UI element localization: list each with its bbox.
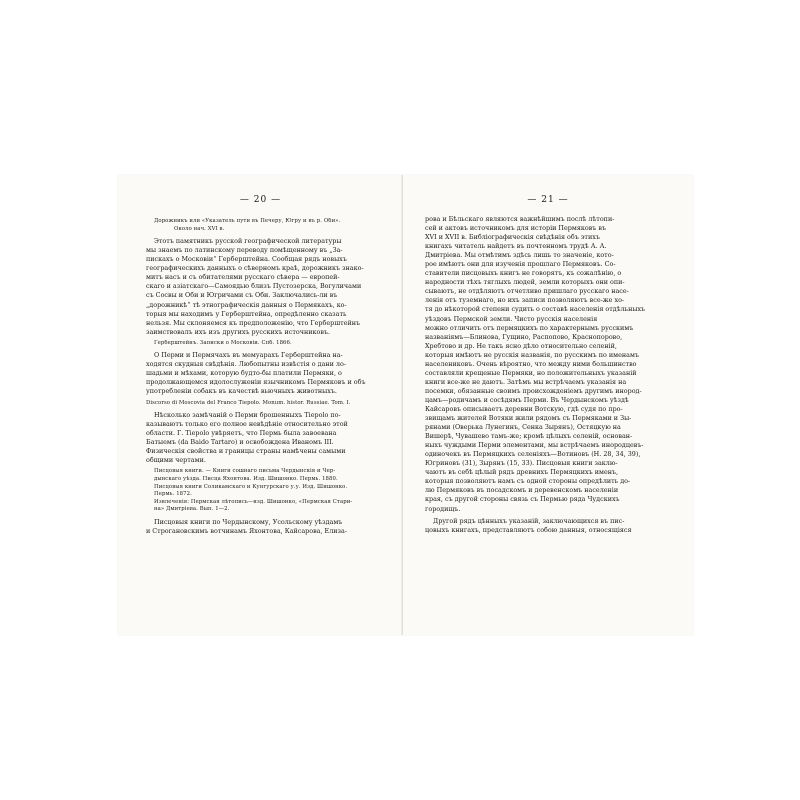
text-column: [425, 215, 669, 538]
left-page: [118, 175, 403, 635]
paragraph: Этотъ памятникъ русской географической литературы мы знаемъ по латинскому переводу помѣщенному въ „За- пискахъ о Московіи“ Герберштейна. Сообщая рядъ новыхъ географическихъ данныхъ о сѣверномъ краѣ, дорожникъ знако- митъ насъ и съ обитателями русскаго сѣвера — европей- скаго и азіатскаго—Самоядью близъ Пустозерска, Вогуличами съ Сосвы и Оби и Югричами съ Оби. Заключались-ли въ „дорожникѣ“ тѣ этнографическія данныя о Пермякахъ, ко- торыя мы находимъ у Герберштейна, опредѣленно сказать нельзя. Мы склоняемся къ предположенію, что Герберштейнъ заимствовалъ ихъ изъ другихъ русскихъ источниковъ.: [146, 237, 364, 336]
page-number: — 21 —: [527, 195, 569, 205]
paragraph: Нѣсколько замѣчаній о Перми брошенныхъ Tiepolo по- казываютъ только его полное невѣдѣніе относительно этой области. Г. Tiepolo увѣряетъ, что Пермь была завоевана Батыемъ (da Baido Tartaro) и освобождена Иваномъ III. Физическія свойства и границы страны намѣчены самыми общими чертами.: [146, 411, 348, 465]
source-citation: Герберштейнъ. Записки о Московіи. Спб. 1866.: [154, 339, 292, 346]
paragraph: Другой рядъ цѣнныхъ указаній, заключающихся въ пис- цовыхъ книгахъ, представляютъ собою данныя, относящіяся: [425, 516, 632, 534]
text-column: [146, 215, 378, 539]
source-citation: Дорожникъ или «Указатель пути въ Печеру, Югру и въ р. Оби». Около нач. XVI в.: [154, 218, 341, 232]
page-number: — 20 —: [239, 195, 282, 205]
right-page: [403, 175, 693, 635]
paragraph: Писцовыя книги по Чердынскому, Усольскому уѣздамъ и Строгановскимъ вотчинамъ Яхонтова, Кайсарова, Елиза-: [146, 517, 347, 536]
paragraph: О Перми и Пермячахъ въ мемуарахъ Герберштейна на- ходятся скудныя свѣдѣнія. Любопытны извѣстія о дани ло- шадьми и мѣхами, которую будто-бы платили Пермяки, о продолжающемся идолослуженіи язычникомъ Пермяковъ и объ употребленіи собакъ въ качествѣ вьючныхъ животныхъ.: [146, 351, 366, 396]
source-citation: Discorso di Moscovia del Franco Tiepolo. Monum. histor. Russiae. Tom. I.: [146, 399, 351, 406]
paragraph: рова и Бѣльскаго являются важнѣйшимъ послѣ лѣтопи- сей и актовъ источникомъ для исторіи Пермяковъ въ XVI и XVII в. Библіографическія свѣдѣнія объ этихъ книгахъ читатель найдетъ въ почтенномъ трудѣ А. А. Дмитріева. Мы отмѣтимъ здѣсь лишь то значеніе, кото- рое имѣютъ они для изученія прошлаго Пермяковъ. Со- ставители писцовыхъ книгъ не говорятъ, къ сожалѣнію, о народности тѣхъ тяглыхъ людей, земли которыхъ они опи- сываютъ, не отдѣляютъ отчетливо пришлаго русскаго насе- ленія отъ туземнаго, но ихъ записи позволяютъ все-же хо- тя до нѣкоторой степени судить о составѣ населенія отдѣльныхъ уѣздовъ Пермской земли. Чисто русскія населенія можно отличить отъ пермяцкихъ по характернымъ русскимъ названіямъ—Блинова, Гущино, Распопово, Краснопорово, Хребтово и др. Не такъ ясно дѣло относительно селеній, которыя имѣютъ не русскія названія, по русскимъ по именамъ населениковъ. Очень вѣроятно, что между ними большинство составляли крещеные Пермяки, но положительныхъ указаній книги все-же не даютъ. Затѣмъ мы встрѣчаемъ указанія на посемки, обязанные своимъ происхожденіемъ другимъ инород- цамъ—родичамъ и сосѣдямъ Перми. Въ Чердынскомъ уѣздѣ Кайсаровъ описываетъ деревни Вотскую, гдѣ судя по про- звищамъ жителей Вотяки жили рядомъ съ Пермяками и Зы- рянами (Оверька Лунегинъ, Сенка Зырянъ), Остяцкую на Вишерѣ, Чувашево тамъ-же; кромѣ цѣлыхъ селеній, основан- ныхъ чуждыми Перми элементами, мы встрѣчаемъ инородцевъ- одиночекъ въ Пермяцкихъ селеніяхъ—Вотиновъ (Н. 28, 34, 39), Югриновъ (31), Зырянъ (15, 33). Писцовыя книги заклю- чаютъ въ себѣ цѣлый рядъ древнихъ Пермяцкихъ именъ, которыя позволяютъ намъ съ одной стороны опредѣлить до- лю Пермяковъ въ посадскомъ и деревенскомъ населеніи края, съ другой стороны связь съ Пермью ряда Чудскихъ городищъ.: [425, 215, 646, 513]
source-citation: Писцовыя книги. — Книги сошнаго письма Чердынскія и Чер- дынскаго уѣзда. Писца Яхонтова. Изд. Шишонко. Пермь. 1880. Писцовыя книги Соликамскаго и Кунгурскаго у.у. Изд. Шишонко. Пермь. 1872. Извлеченія: Пермская лѣтопись—изд. Шишонко, «Пермская Стари- на» Дмитріева. Вып. 1—2.: [154, 468, 353, 513]
